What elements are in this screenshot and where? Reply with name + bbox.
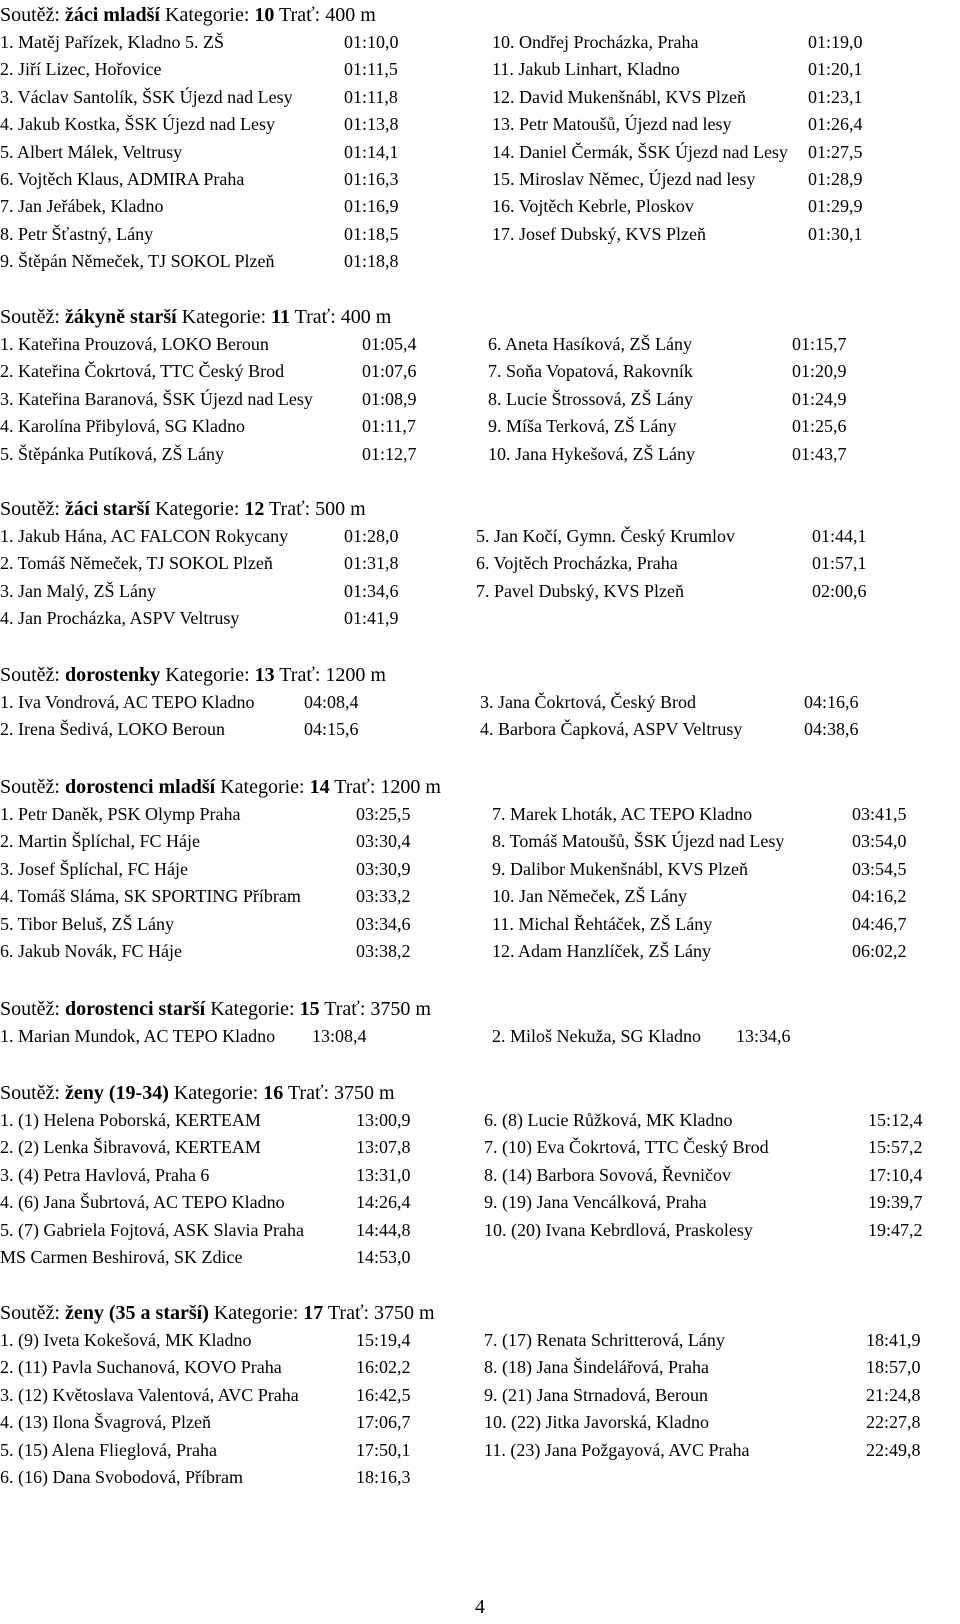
competitor-name: 2. Tomáš Němeček, TJ SOKOL Plzeň xyxy=(0,553,273,573)
section-title xyxy=(0,996,431,1022)
competitor-name: 11. (23) Jana Požgayová, AVC Praha xyxy=(484,1440,750,1460)
result-time: 03:30,4 xyxy=(356,831,411,851)
competitor-name: 5. Tibor Beluš, ZŠ Lány xyxy=(0,914,175,934)
page-number: 4 xyxy=(475,1596,485,1618)
competitor-name: 9. Dalibor Mukenšnábl, KVS Plzeň xyxy=(492,859,748,879)
result-time: 18:57,0 xyxy=(866,1357,921,1377)
title-prefix: Soutěž: xyxy=(0,998,65,1020)
result-time: 15:57,2 xyxy=(868,1137,923,1157)
result-time: 21:24,8 xyxy=(866,1385,921,1405)
title-suffix: Trať: 3750 m xyxy=(323,1302,435,1324)
result-time: 16:02,2 xyxy=(356,1357,411,1377)
competitor-name: 3. Jana Čokrtová, Český Brod xyxy=(480,692,696,712)
result-time: 01:20,1 xyxy=(808,59,863,79)
result-time: 18:16,3 xyxy=(356,1467,411,1487)
result-time: 01:28,9 xyxy=(808,169,863,189)
title-suffix: Trať: 3750 m xyxy=(283,1082,395,1104)
title-category-number: 16 xyxy=(263,1082,284,1104)
result-time: 03:38,2 xyxy=(356,941,411,961)
result-time: 13:08,4 xyxy=(312,1026,367,1046)
competitor-name: 8. Tomáš Matoušů, ŠSK Újezd nad Lesy xyxy=(492,831,785,851)
title-mid: Kategorie: xyxy=(176,306,272,328)
competitor-name: 2. Martin Šplíchal, FC Háje xyxy=(0,831,200,851)
competitor-name: 8. (18) Jana Šindelářová, Praha xyxy=(484,1357,709,1377)
result-time: 13:34,6 xyxy=(736,1026,791,1046)
result-time: 16:42,5 xyxy=(356,1385,411,1405)
competitor-name: 6. Vojtěch Klaus, ADMIRA Praha xyxy=(0,169,245,189)
result-time: 01:05,4 xyxy=(362,334,417,354)
result-time: 02:00,6 xyxy=(812,581,867,601)
section-title xyxy=(0,2,376,28)
section-title xyxy=(0,774,441,800)
competitor-name: 4. Jakub Kostka, ŠSK Újezd nad Lesy xyxy=(0,114,275,134)
result-time: 04:08,4 xyxy=(304,692,359,712)
title-suffix: Trať: 500 m xyxy=(264,498,366,520)
competitor-name: 1. Kateřina Prouzová, LOKO Beroun xyxy=(0,334,269,354)
competitor-name: 11. Jakub Linhart, Kladno xyxy=(492,59,680,79)
competitor-name: 6. Vojtěch Procházka, Praha xyxy=(476,553,678,573)
competitor-name: 12. Adam Hanzlíček, ZŠ Lány xyxy=(492,941,711,961)
competitor-name: 4. Barbora Čapková, ASPV Veltrusy xyxy=(480,719,743,739)
title-mid: Kategorie: xyxy=(208,1302,304,1324)
competitor-name: 4. Jan Procházka, ASPV Veltrusy xyxy=(0,608,240,628)
title-category-name: žákyně starší xyxy=(65,306,177,328)
title-category-name: ženy (35 a starší) xyxy=(65,1302,209,1324)
competitor-name: 10. (20) Ivana Kebrdlová, Praskolesy xyxy=(484,1220,753,1240)
result-time: 14:53,0 xyxy=(356,1247,411,1267)
competitor-name: 3. (12) Květoslava Valentová, AVC Praha xyxy=(0,1385,299,1405)
title-category-number: 10 xyxy=(254,4,275,26)
competitor-name: 9. Míša Terková, ZŠ Lány xyxy=(488,416,677,436)
result-time: 01:16,3 xyxy=(344,169,399,189)
title-prefix: Soutěž: xyxy=(0,498,65,520)
competitor-name: 9. Štěpán Němeček, TJ SOKOL Plzeň xyxy=(0,251,275,271)
title-category-number: 12 xyxy=(244,498,265,520)
competitor-name: 1. Jakub Hána, AC FALCON Rokycany xyxy=(0,526,289,546)
result-time: 13:07,8 xyxy=(356,1137,411,1157)
title-category-number: 15 xyxy=(299,998,320,1020)
competitor-name: MS Carmen Beshirová, SK Zdice xyxy=(0,1247,243,1267)
section-title xyxy=(0,1300,435,1326)
title-mid: Kategorie: xyxy=(149,498,245,520)
competitor-name: 5. Albert Málek, Veltrusy xyxy=(0,142,183,162)
result-time: 13:00,9 xyxy=(356,1110,411,1130)
result-time: 14:26,4 xyxy=(356,1192,411,1212)
competitor-name: 7. Soňa Vopatová, Rakovník xyxy=(488,361,693,381)
competitor-name: 3. Jan Malý, ZŠ Lány xyxy=(0,581,156,601)
competitor-name: 2. Miloš Nekuža, SG Kladno xyxy=(492,1026,701,1046)
competitor-name: 2. (2) Lenka Šibravová, KERTEAM xyxy=(0,1137,261,1157)
competitor-name: 4. (13) Ilona Švagrová, Plzeň xyxy=(0,1412,211,1432)
section-title xyxy=(0,496,366,522)
title-category-name: dorostenci starší xyxy=(65,998,206,1020)
competitor-name: 5. Jan Kočí, Gymn. Český Krumlov xyxy=(476,526,735,546)
competitor-name: 11. Michal Řehtáček, ZŠ Lány xyxy=(492,914,713,934)
result-time: 01:14,1 xyxy=(344,142,399,162)
title-prefix: Soutěž: xyxy=(0,776,65,798)
title-mid: Kategorie: xyxy=(160,4,255,26)
result-time: 03:54,0 xyxy=(852,831,907,851)
result-time: 03:41,5 xyxy=(852,804,907,824)
result-time: 17:10,4 xyxy=(868,1165,923,1185)
title-prefix: Soutěž: xyxy=(0,306,65,328)
title-mid: Kategorie: xyxy=(205,998,300,1020)
competitor-name: 17. Josef Dubský, KVS Plzeň xyxy=(492,224,706,244)
competitor-name: 3. Kateřina Baranová, ŠSK Újezd nad Lesy xyxy=(0,389,313,409)
title-suffix: Trať: 3750 m xyxy=(319,998,431,1020)
result-time: 17:50,1 xyxy=(356,1440,411,1460)
result-time: 01:29,9 xyxy=(808,196,863,216)
result-time: 01:26,4 xyxy=(808,114,863,134)
competitor-name: 1. Matěj Pařízek, Kladno 5. ZŠ xyxy=(0,32,224,52)
competitor-name: 2. Kateřina Čokrtová, TTC Český Brod xyxy=(0,361,285,381)
title-category-number: 17 xyxy=(303,1302,324,1324)
competitor-name: 5. (15) Alena Flieglová, Praha xyxy=(0,1440,217,1460)
result-time: 01:43,7 xyxy=(792,444,847,464)
competitor-name: 6. Jakub Novák, FC Háje xyxy=(0,941,182,961)
competitor-name: 2. (11) Pavla Suchanová, KOVO Praha xyxy=(0,1357,282,1377)
title-suffix: Trať: 400 m xyxy=(289,306,392,328)
result-time: 01:30,1 xyxy=(808,224,863,244)
result-time: 04:46,7 xyxy=(852,914,907,934)
result-time: 01:18,8 xyxy=(344,251,399,271)
competitor-name: 7. Jan Jeřábek, Kladno xyxy=(0,196,164,216)
competitor-name: 8. Petr Šťastný, Lány xyxy=(0,224,154,244)
title-suffix: Trať: 1200 m xyxy=(274,664,386,686)
title-suffix: Trať: 1200 m xyxy=(329,776,441,798)
competitor-name: 5. (7) Gabriela Fojtová, ASK Slavia Praha xyxy=(0,1220,304,1240)
competitor-name: 6. Aneta Hasíková, ZŠ Lány xyxy=(488,334,692,354)
competitor-name: 3. Václav Santolík, ŠSK Újezd nad Lesy xyxy=(0,87,293,107)
title-mid: Kategorie: xyxy=(160,664,255,686)
result-time: 22:49,8 xyxy=(866,1440,921,1460)
title-category-name: dorostenci mladší xyxy=(65,776,216,798)
title-prefix: Soutěž: xyxy=(0,664,65,686)
competitor-name: 10. Ondřej Procházka, Praha xyxy=(492,32,699,52)
result-time: 03:30,9 xyxy=(356,859,411,879)
result-time: 19:47,2 xyxy=(868,1220,923,1240)
section-title xyxy=(0,1080,395,1106)
competitor-name: 16. Vojtěch Kebrle, Ploskov xyxy=(492,196,694,216)
competitor-name: 7. (10) Eva Čokrtová, TTC Český Brod xyxy=(484,1137,769,1157)
result-time: 01:18,5 xyxy=(344,224,399,244)
competitor-name: 8. (14) Barbora Sovová, Řevničov xyxy=(484,1165,731,1185)
title-category-number: 14 xyxy=(309,776,330,798)
competitor-name: 3. (4) Petra Havlová, Praha 6 xyxy=(0,1165,210,1185)
competitor-name: 2. Jiří Lizec, Hořovice xyxy=(0,59,162,79)
result-time: 01:07,6 xyxy=(362,361,417,381)
competitor-name: 4. Karolína Přibylová, SG Kladno xyxy=(0,416,245,436)
competitor-name: 5. Štěpánka Putíková, ZŠ Lány xyxy=(0,444,224,464)
result-time: 01:13,8 xyxy=(344,114,399,134)
result-time: 03:34,6 xyxy=(356,914,411,934)
competitor-name: 1. (1) Helena Poborská, KERTEAM xyxy=(0,1110,261,1130)
result-time: 01:41,9 xyxy=(344,608,399,628)
title-category-number: 11 xyxy=(271,306,290,328)
result-time: 01:12,7 xyxy=(362,444,417,464)
competitor-name: 1. (9) Iveta Kokešová, MK Kladno xyxy=(0,1330,252,1350)
competitor-name: 1. Petr Daněk, PSK Olymp Praha xyxy=(0,804,241,824)
competitor-name: 4. (6) Jana Šubrtová, AC TEPO Kladno xyxy=(0,1192,285,1212)
result-time: 01:57,1 xyxy=(812,553,867,573)
result-time: 01:15,7 xyxy=(792,334,847,354)
result-time: 03:25,5 xyxy=(356,804,411,824)
competitor-name: 6. (8) Lucie Růžková, MK Kladno xyxy=(484,1110,733,1130)
title-mid: Kategorie: xyxy=(168,1082,264,1104)
title-category-name: dorostenky xyxy=(65,664,161,686)
competitor-name: 7. Marek Lhoták, AC TEPO Kladno xyxy=(492,804,753,824)
result-time: 01:24,9 xyxy=(792,389,847,409)
result-time: 01:16,9 xyxy=(344,196,399,216)
result-time: 01:10,0 xyxy=(344,32,399,52)
result-time: 03:54,5 xyxy=(852,859,907,879)
competitor-name: 9. (19) Jana Vencálková, Praha xyxy=(484,1192,707,1212)
competitor-name: 4. Tomáš Sláma, SK SPORTING Příbram xyxy=(0,886,301,906)
competitor-name: 13. Petr Matoušů, Újezd nad lesy xyxy=(492,114,732,134)
competitor-name: 9. (21) Jana Strnadová, Beroun xyxy=(484,1385,708,1405)
title-prefix: Soutěž: xyxy=(0,1082,65,1104)
result-time: 01:27,5 xyxy=(808,142,863,162)
result-time: 01:23,1 xyxy=(808,87,863,107)
result-time: 22:27,8 xyxy=(866,1412,921,1432)
result-time: 01:08,9 xyxy=(362,389,417,409)
result-time: 01:11,8 xyxy=(344,87,398,107)
competitor-name: 10. (22) Jitka Javorská, Kladno xyxy=(484,1412,709,1432)
result-time: 14:44,8 xyxy=(356,1220,411,1240)
result-time: 01:31,8 xyxy=(344,553,399,573)
result-time: 04:16,6 xyxy=(804,692,859,712)
result-time: 04:16,2 xyxy=(852,886,907,906)
result-time: 04:15,6 xyxy=(304,719,359,739)
title-category-number: 13 xyxy=(254,664,275,686)
section-title xyxy=(0,304,391,330)
section-title xyxy=(0,662,386,688)
result-time: 01:44,1 xyxy=(812,526,867,546)
title-category-name: žáci starší xyxy=(65,498,150,520)
competitor-name: 1. Iva Vondrová, AC TEPO Kladno xyxy=(0,692,255,712)
result-time: 01:11,5 xyxy=(344,59,398,79)
title-suffix: Trať: 400 m xyxy=(274,4,376,26)
result-time: 01:34,6 xyxy=(344,581,399,601)
result-time: 18:41,9 xyxy=(866,1330,921,1350)
title-prefix: Soutěž: xyxy=(0,4,65,26)
result-time: 17:06,7 xyxy=(356,1412,411,1432)
title-category-name: ženy (19-34) xyxy=(65,1082,169,1104)
competitor-name: 14. Daniel Čermák, ŠSK Újezd nad Lesy xyxy=(492,142,788,162)
competitor-name: 10. Jana Hykešová, ZŠ Lány xyxy=(488,444,695,464)
result-time: 01:20,9 xyxy=(792,361,847,381)
result-time: 15:12,4 xyxy=(868,1110,923,1130)
result-time: 04:38,6 xyxy=(804,719,859,739)
competitor-name: 7. (17) Renata Schritterová, Lány xyxy=(484,1330,725,1350)
result-time: 15:19,4 xyxy=(356,1330,411,1350)
result-time: 01:25,6 xyxy=(792,416,847,436)
result-time: 01:19,0 xyxy=(808,32,863,52)
competitor-name: 2. Irena Šedivá, LOKO Beroun xyxy=(0,719,225,739)
competitor-name: 6. (16) Dana Svobodová, Příbram xyxy=(0,1467,243,1487)
title-mid: Kategorie: xyxy=(215,776,310,798)
title-prefix: Soutěž: xyxy=(0,1302,65,1324)
result-time: 19:39,7 xyxy=(868,1192,923,1212)
title-category-name: žáci mladší xyxy=(65,4,160,26)
competitor-name: 8. Lucie Štrossová, ZŠ Lány xyxy=(488,389,693,409)
competitor-name: 3. Josef Šplíchal, FC Háje xyxy=(0,859,188,879)
result-time: 01:11,7 xyxy=(362,416,416,436)
competitor-name: 10. Jan Němeček, ZŠ Lány xyxy=(492,886,687,906)
result-time: 13:31,0 xyxy=(356,1165,411,1185)
result-time: 01:28,0 xyxy=(344,526,399,546)
result-time: 06:02,2 xyxy=(852,941,907,961)
competitor-name: 1. Marian Mundok, AC TEPO Kladno xyxy=(0,1026,276,1046)
competitor-name: 12. David Mukenšnábl, KVS Plzeň xyxy=(492,87,746,107)
result-time: 03:33,2 xyxy=(356,886,411,906)
competitor-name: 15. Miroslav Němec, Újezd nad lesy xyxy=(492,169,756,189)
competitor-name: 7. Pavel Dubský, KVS Plzeň xyxy=(476,581,684,601)
